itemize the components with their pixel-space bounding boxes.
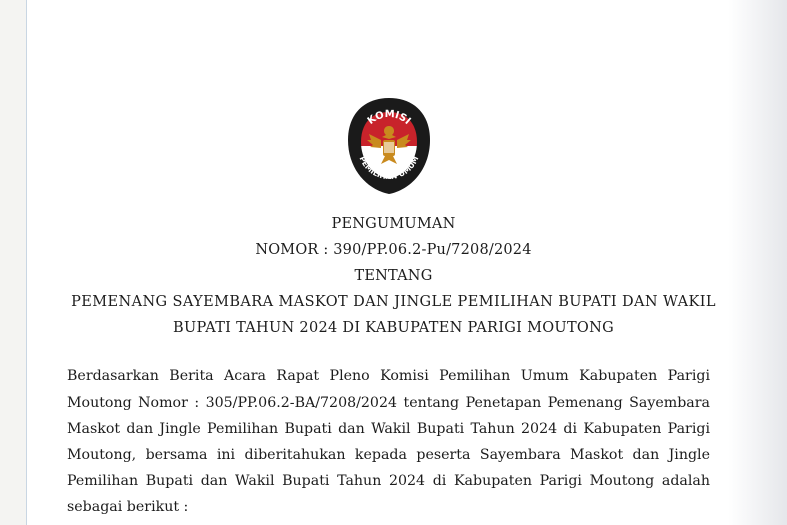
body-paragraph-line: Berdasarkan Berita Acara Rapat Pleno Komisi Pemilihan Umum Kabupaten Parigi bbox=[67, 368, 710, 384]
announcement-subject-line1: PEMENANG SAYEMBARA MASKOT DAN JINGLE PEMILIHAN BUPATI DAN WAKIL bbox=[71, 294, 716, 310]
body-paragraph-line: Moutong Nomor : 305/PP.06.2-BA/7208/2024 tentang Penetapan Pemenang Sayembara bbox=[67, 395, 710, 411]
announcement-title: PENGUMUMAN bbox=[331, 216, 456, 232]
page-shadow bbox=[728, 0, 787, 525]
body-paragraph-line: Pemilihan Bupati dan Wakil Bupati Tahun 2024 di Kabupaten Parigi Moutong adalah bbox=[67, 473, 710, 489]
body-paragraph-line: Maskot dan Jingle Pemilihan Bupati dan Wakil Bupati Tahun 2024 di Kabupaten Parigi bbox=[67, 421, 710, 437]
announcement-subject-line2: BUPATI TAHUN 2024 DI KABUPATEN PARIGI MOUTONG bbox=[173, 320, 614, 336]
announcement-about: TENTANG bbox=[354, 268, 433, 284]
body-paragraph-line: Moutong, bersama ini diberitahukan kepada peserta Sayembara Maskot dan Jingle bbox=[67, 447, 710, 463]
kpu-logo bbox=[344, 96, 434, 196]
announcement-number: NOMOR : 390/PP.06.2-Pu/7208/2024 bbox=[255, 242, 532, 258]
body-paragraph-line: sebagai berikut : bbox=[67, 499, 189, 515]
logo-top-text: KOMISI bbox=[365, 109, 413, 127]
logo-bottom-text: PEMILIHAN UMUM bbox=[357, 154, 421, 182]
